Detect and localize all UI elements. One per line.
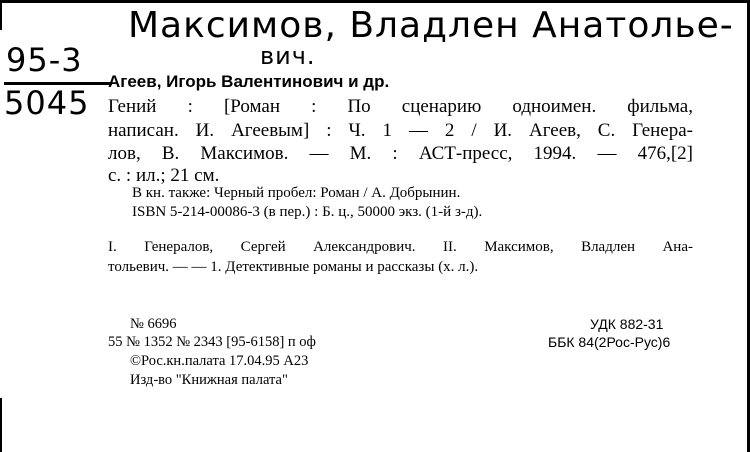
isbn-line: ISBN 5-214-00086-3 (в пер.) : Б. ц., 50000 экз. (1-й з-д).: [132, 204, 483, 220]
order-line: 55 № 1352 № 2343 [95-6158] п оф: [108, 334, 316, 350]
book-chamber-line: ©Рос.кн.палата 17.04.95 А23: [130, 353, 309, 369]
tracing-line-2: тольевич. — — 1. Детективные романы и рассказы (х. л.).: [108, 259, 479, 275]
entry-body-line-3: лов, В. Максимов. — М. : АСТ-пресс, 1994. — 476,[2]: [108, 143, 693, 164]
entry-heading: Агеев, Игорь Валентинович и др.: [108, 72, 390, 91]
publisher-line: Изд-во "Книжная палата": [130, 372, 288, 388]
tracing-line-1: I. Генералов, Сергей Александрович. II. Максимов, Владлен Ана-: [108, 239, 693, 255]
entry-body-line-1: Гений : [Роман : По сценарию одноимен. фильма,: [108, 96, 693, 117]
handwritten-author-line2: вич.: [260, 42, 316, 70]
udk-code: УДК 882-31: [590, 316, 664, 332]
handwritten-call-number-top: 95-3: [6, 41, 83, 79]
card-number: № 6696: [130, 316, 177, 332]
card-border-left-bottom: [0, 398, 2, 452]
entry-body-line-2: написан. И. Агеевым] : Ч. 1 — 2 / И. Агеев, С. Генера-: [108, 120, 693, 141]
handwritten-author-line1: Максимов, Владлен Анатолье-: [128, 5, 734, 46]
card-border-left-top: [0, 0, 2, 30]
bbk-code: ББК 84(2Рос-Рус)6: [548, 334, 671, 350]
entry-body-line-4: с. : ил.; 21 см.: [108, 165, 220, 186]
handwritten-call-number-bottom: 5045: [4, 84, 90, 122]
also-contains-note: В кн. также: Черный пробел: Роман / А. Добрынин.: [132, 185, 461, 201]
card-border-top: [0, 0, 750, 3]
